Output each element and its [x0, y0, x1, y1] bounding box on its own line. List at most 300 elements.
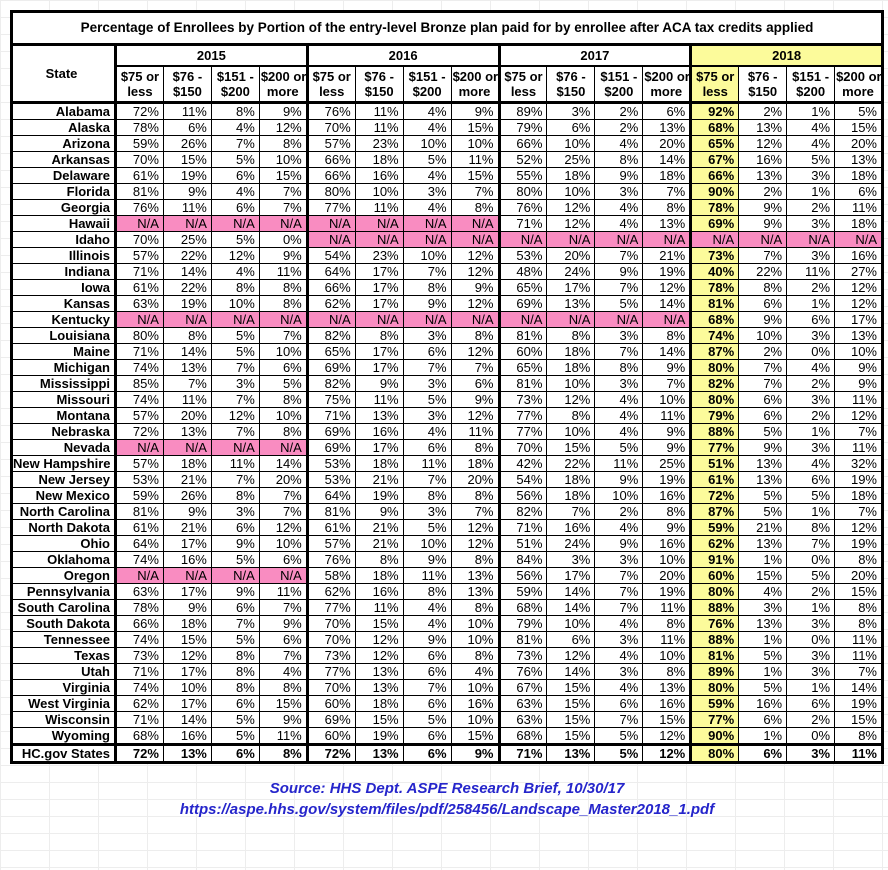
value-cell: 2% — [739, 103, 787, 120]
value-cell: 7% — [835, 424, 883, 440]
value-cell: 13% — [835, 328, 883, 344]
value-cell: 32% — [835, 456, 883, 472]
value-cell: 68% — [499, 728, 547, 745]
value-cell: 15% — [259, 168, 307, 184]
value-cell: 15% — [451, 120, 499, 136]
value-cell: 69% — [307, 360, 355, 376]
value-cell: 10% — [355, 184, 403, 200]
value-cell: 8% — [211, 648, 259, 664]
value-cell: 3% — [595, 632, 643, 648]
value-cell: 8% — [211, 280, 259, 296]
value-cell: 3% — [595, 376, 643, 392]
value-cell: 7% — [787, 536, 835, 552]
table-row — [12, 392, 883, 408]
value-cell: 10% — [547, 616, 595, 632]
value-cell: 69% — [499, 296, 547, 312]
value-cell: 5% — [787, 488, 835, 504]
value-cell: 78% — [691, 280, 739, 296]
value-cell: 25% — [643, 456, 691, 472]
value-cell: 19% — [835, 696, 883, 712]
value-cell: 9% — [643, 360, 691, 376]
value-cell: 6% — [259, 360, 307, 376]
column-header-2017-1: $76 - $150 — [547, 66, 595, 103]
value-cell: N/A — [403, 216, 451, 232]
value-cell: 3% — [787, 440, 835, 456]
value-cell: N/A — [211, 440, 259, 456]
value-cell: 3% — [595, 552, 643, 568]
column-header-2016-1: $76 - $150 — [355, 66, 403, 103]
value-cell: 13% — [163, 424, 211, 440]
value-cell: 7% — [451, 504, 499, 520]
value-cell: 3% — [547, 103, 595, 120]
value-cell: N/A — [116, 568, 164, 584]
value-cell: 9% — [739, 216, 787, 232]
value-cell: 77% — [691, 712, 739, 728]
value-cell: 5% — [739, 424, 787, 440]
value-cell: 4% — [787, 136, 835, 152]
value-cell: 6% — [403, 745, 451, 763]
table-row — [12, 296, 883, 312]
value-cell: N/A — [451, 312, 499, 328]
value-cell: 12% — [451, 344, 499, 360]
table-row — [12, 488, 883, 504]
value-cell: 12% — [643, 280, 691, 296]
value-cell: 14% — [643, 344, 691, 360]
state-label: Montana — [12, 408, 116, 424]
value-cell: 16% — [355, 424, 403, 440]
value-cell: 78% — [116, 120, 164, 136]
value-cell: 11% — [643, 600, 691, 616]
value-cell: 23% — [355, 136, 403, 152]
value-cell: 15% — [547, 712, 595, 728]
value-cell: 22% — [739, 264, 787, 280]
value-cell: 57% — [116, 408, 164, 424]
value-cell: 26% — [163, 136, 211, 152]
value-cell: 2% — [787, 712, 835, 728]
value-cell: 52% — [499, 152, 547, 168]
year-header-row — [12, 45, 883, 67]
year-header-2018: 2018 — [691, 45, 883, 67]
value-cell: 7% — [211, 392, 259, 408]
value-cell: 7% — [259, 184, 307, 200]
value-cell: 20% — [451, 472, 499, 488]
value-cell: N/A — [451, 216, 499, 232]
value-cell: 2% — [787, 280, 835, 296]
value-cell: 6% — [211, 200, 259, 216]
value-cell: 62% — [307, 296, 355, 312]
value-cell: 22% — [163, 248, 211, 264]
value-cell: 12% — [547, 200, 595, 216]
value-cell: 8% — [211, 103, 259, 120]
value-cell: 5% — [403, 520, 451, 536]
value-cell: 6% — [403, 344, 451, 360]
value-cell: 7% — [739, 376, 787, 392]
column-header-2015-2: $151 - $200 — [211, 66, 259, 103]
value-cell: 3% — [787, 664, 835, 680]
source-url[interactable]: https://aspe.hhs.gov/system/files/pdf/258456/Landscape_Master2018_1.pdf — [179, 801, 715, 818]
value-cell: 11% — [451, 152, 499, 168]
value-cell: 8% — [211, 680, 259, 696]
state-label: Delaware — [12, 168, 116, 184]
value-cell: 91% — [691, 552, 739, 568]
value-cell: N/A — [116, 216, 164, 232]
value-cell: 4% — [403, 600, 451, 616]
value-cell: 10% — [547, 184, 595, 200]
table-row — [12, 648, 883, 664]
value-cell: N/A — [499, 232, 547, 248]
value-cell: 17% — [163, 536, 211, 552]
value-cell: 5% — [739, 504, 787, 520]
value-cell: 13% — [355, 408, 403, 424]
value-cell: 6% — [211, 600, 259, 616]
value-cell: 9% — [211, 536, 259, 552]
value-cell: 57% — [116, 248, 164, 264]
value-cell: 74% — [116, 360, 164, 376]
value-cell: 2% — [595, 504, 643, 520]
value-cell: 71% — [499, 745, 547, 763]
value-cell: 4% — [403, 200, 451, 216]
value-cell: 8% — [403, 488, 451, 504]
value-cell: 13% — [163, 360, 211, 376]
value-cell: N/A — [499, 312, 547, 328]
table-row — [12, 664, 883, 680]
value-cell: 12% — [451, 264, 499, 280]
value-cell: 18% — [547, 360, 595, 376]
value-cell: 51% — [691, 456, 739, 472]
value-cell: 70% — [499, 440, 547, 456]
value-cell: 6% — [403, 696, 451, 712]
value-cell: 7% — [259, 328, 307, 344]
value-cell: 64% — [307, 488, 355, 504]
value-cell: 8% — [643, 200, 691, 216]
state-label: Michigan — [12, 360, 116, 376]
state-label: Texas — [12, 648, 116, 664]
value-cell: 9% — [403, 632, 451, 648]
state-label: South Carolina — [12, 600, 116, 616]
value-cell: 63% — [116, 584, 164, 600]
value-cell: 79% — [691, 408, 739, 424]
value-cell: 8% — [451, 200, 499, 216]
value-cell: 18% — [355, 568, 403, 584]
value-cell: 63% — [499, 712, 547, 728]
value-cell: 53% — [307, 472, 355, 488]
value-cell: 14% — [835, 680, 883, 696]
value-cell: 70% — [116, 232, 164, 248]
value-cell: 10% — [451, 136, 499, 152]
value-cell: 71% — [307, 408, 355, 424]
value-cell: 89% — [499, 103, 547, 120]
value-cell: 76% — [116, 200, 164, 216]
value-cell: 10% — [403, 248, 451, 264]
value-cell: 19% — [163, 296, 211, 312]
value-cell: 11% — [355, 392, 403, 408]
value-cell: 12% — [259, 120, 307, 136]
value-cell: 56% — [499, 568, 547, 584]
value-cell: 7% — [835, 504, 883, 520]
value-cell: 7% — [547, 504, 595, 520]
value-cell: 9% — [355, 504, 403, 520]
value-cell: 60% — [691, 568, 739, 584]
value-cell: 10% — [259, 152, 307, 168]
value-cell: 4% — [787, 120, 835, 136]
value-cell: 5% — [739, 680, 787, 696]
state-label: Louisiana — [12, 328, 116, 344]
value-cell: 6% — [787, 312, 835, 328]
value-cell: 8% — [259, 745, 307, 763]
value-cell: 3% — [787, 392, 835, 408]
value-cell: 11% — [163, 392, 211, 408]
value-cell: 15% — [547, 680, 595, 696]
value-cell: 1% — [787, 424, 835, 440]
value-cell: 8% — [451, 600, 499, 616]
value-cell: 5% — [739, 488, 787, 504]
value-cell: 71% — [499, 216, 547, 232]
value-cell: 6% — [739, 712, 787, 728]
value-cell: 73% — [307, 648, 355, 664]
table-row — [12, 360, 883, 376]
value-cell: 4% — [739, 584, 787, 600]
value-cell: 82% — [307, 328, 355, 344]
value-cell: 11% — [835, 632, 883, 648]
value-cell: 9% — [259, 712, 307, 728]
value-cell: 64% — [116, 536, 164, 552]
value-cell: 12% — [451, 248, 499, 264]
state-label: Wyoming — [12, 728, 116, 745]
value-cell: 11% — [355, 200, 403, 216]
value-cell: 13% — [643, 216, 691, 232]
state-label: Alabama — [12, 103, 116, 120]
value-cell: 4% — [595, 408, 643, 424]
value-cell: 11% — [355, 103, 403, 120]
value-cell: 9% — [595, 264, 643, 280]
value-cell: 89% — [691, 664, 739, 680]
value-cell: 13% — [547, 296, 595, 312]
state-label: West Virginia — [12, 696, 116, 712]
value-cell: 7% — [595, 248, 643, 264]
value-cell: 68% — [499, 600, 547, 616]
value-cell: 10% — [451, 680, 499, 696]
value-cell: 12% — [835, 296, 883, 312]
value-cell: 13% — [643, 680, 691, 696]
source-note — [10, 778, 884, 820]
value-cell: 13% — [739, 120, 787, 136]
value-cell: 9% — [163, 184, 211, 200]
value-cell: 2% — [739, 344, 787, 360]
value-cell: 3% — [547, 552, 595, 568]
table-row — [12, 696, 883, 712]
value-cell: 7% — [403, 264, 451, 280]
value-cell: 18% — [355, 152, 403, 168]
value-cell: 19% — [643, 264, 691, 280]
state-label: Missouri — [12, 392, 116, 408]
value-cell: 10% — [403, 136, 451, 152]
value-cell: 7% — [259, 504, 307, 520]
value-cell: 25% — [163, 232, 211, 248]
state-label: Iowa — [12, 280, 116, 296]
value-cell: 88% — [691, 424, 739, 440]
value-cell: 11% — [355, 120, 403, 136]
value-cell: 17% — [163, 696, 211, 712]
value-cell: 14% — [643, 296, 691, 312]
value-cell: N/A — [163, 216, 211, 232]
value-cell: 7% — [211, 424, 259, 440]
column-header-2017-3: $200 or more — [643, 66, 691, 103]
value-cell: 22% — [163, 280, 211, 296]
value-cell: 5% — [211, 712, 259, 728]
value-cell: 53% — [499, 248, 547, 264]
table-row — [12, 120, 883, 136]
value-cell: 17% — [835, 312, 883, 328]
value-cell: 66% — [691, 168, 739, 184]
value-cell: N/A — [211, 312, 259, 328]
value-cell: 10% — [595, 488, 643, 504]
value-cell: 55% — [499, 168, 547, 184]
value-cell: 18% — [835, 168, 883, 184]
value-cell: 76% — [691, 616, 739, 632]
value-cell: 11% — [163, 103, 211, 120]
value-cell: 78% — [691, 200, 739, 216]
table-row — [12, 328, 883, 344]
value-cell: 10% — [451, 712, 499, 728]
value-cell: 13% — [355, 680, 403, 696]
value-cell: 70% — [307, 680, 355, 696]
value-cell: 60% — [307, 696, 355, 712]
value-cell: 0% — [787, 728, 835, 745]
value-cell: 9% — [739, 312, 787, 328]
value-cell: 9% — [835, 360, 883, 376]
value-cell: N/A — [259, 216, 307, 232]
value-cell: 5% — [211, 552, 259, 568]
value-cell: 21% — [163, 520, 211, 536]
value-cell: 4% — [403, 616, 451, 632]
value-cell: 87% — [691, 504, 739, 520]
value-cell: N/A — [355, 216, 403, 232]
value-cell: 10% — [259, 408, 307, 424]
value-cell: 15% — [451, 728, 499, 745]
value-cell: N/A — [451, 232, 499, 248]
value-cell: 69% — [307, 424, 355, 440]
table-row — [12, 184, 883, 200]
value-cell: 6% — [211, 520, 259, 536]
value-cell: 76% — [499, 664, 547, 680]
value-cell: 11% — [403, 568, 451, 584]
value-cell: 18% — [547, 168, 595, 184]
value-cell: 11% — [835, 200, 883, 216]
value-cell: 12% — [835, 408, 883, 424]
value-cell: 10% — [259, 344, 307, 360]
value-cell: 10% — [259, 536, 307, 552]
value-cell: 65% — [499, 360, 547, 376]
value-cell: 6% — [739, 392, 787, 408]
value-cell: 74% — [691, 328, 739, 344]
table-row — [12, 152, 883, 168]
value-cell: 26% — [163, 488, 211, 504]
column-header-2018-2: $151 - $200 — [787, 66, 835, 103]
value-cell: 8% — [403, 584, 451, 600]
value-cell: 3% — [787, 168, 835, 184]
value-cell: 19% — [163, 168, 211, 184]
column-header-2018-1: $76 - $150 — [739, 66, 787, 103]
value-cell: 6% — [451, 376, 499, 392]
value-cell: 75% — [307, 392, 355, 408]
value-cell: 12% — [355, 648, 403, 664]
value-cell: 62% — [307, 584, 355, 600]
value-cell: 3% — [787, 216, 835, 232]
value-cell: 66% — [307, 152, 355, 168]
value-cell: N/A — [547, 312, 595, 328]
value-cell: 11% — [595, 456, 643, 472]
state-label: Hawaii — [12, 216, 116, 232]
value-cell: 8% — [259, 136, 307, 152]
value-cell: 11% — [787, 264, 835, 280]
value-cell: 3% — [787, 248, 835, 264]
value-cell: 3% — [403, 376, 451, 392]
value-cell: 9% — [403, 296, 451, 312]
value-cell: 2% — [787, 408, 835, 424]
value-cell: 73% — [116, 648, 164, 664]
table-row — [12, 712, 883, 728]
value-cell: 71% — [116, 712, 164, 728]
value-cell: 8% — [595, 360, 643, 376]
value-cell: N/A — [643, 312, 691, 328]
value-cell: 77% — [691, 440, 739, 456]
value-cell: 18% — [643, 168, 691, 184]
value-cell: 15% — [259, 696, 307, 712]
value-cell: 12% — [211, 248, 259, 264]
table-row — [12, 568, 883, 584]
value-cell: N/A — [691, 232, 739, 248]
value-cell: 12% — [547, 216, 595, 232]
value-cell: 68% — [691, 120, 739, 136]
value-cell: 16% — [739, 696, 787, 712]
value-cell: 12% — [643, 728, 691, 745]
value-cell: 3% — [211, 376, 259, 392]
value-cell: 4% — [595, 200, 643, 216]
table-row — [12, 472, 883, 488]
value-cell: 88% — [691, 632, 739, 648]
value-cell: 5% — [211, 328, 259, 344]
state-label: Idaho — [12, 232, 116, 248]
value-cell: 0% — [787, 632, 835, 648]
value-cell: 4% — [595, 680, 643, 696]
value-cell: 8% — [451, 552, 499, 568]
state-label: Utah — [12, 664, 116, 680]
value-cell: 16% — [643, 536, 691, 552]
state-label: Nevada — [12, 440, 116, 456]
value-cell: 1% — [739, 632, 787, 648]
value-cell: 6% — [163, 120, 211, 136]
value-cell: 7% — [211, 136, 259, 152]
value-cell: 18% — [355, 456, 403, 472]
value-cell: 9% — [451, 103, 499, 120]
value-cell: 6% — [787, 696, 835, 712]
value-cell: 11% — [451, 424, 499, 440]
column-header-2017-2: $151 - $200 — [595, 66, 643, 103]
value-cell: 59% — [116, 136, 164, 152]
value-cell: 18% — [451, 456, 499, 472]
value-cell: 77% — [307, 664, 355, 680]
value-cell: 11% — [643, 632, 691, 648]
value-cell: 3% — [787, 648, 835, 664]
value-cell: 20% — [259, 472, 307, 488]
value-cell: 8% — [595, 152, 643, 168]
value-cell: 8% — [547, 408, 595, 424]
source-text: Source: HHS Dept. ASPE Research Brief, 10/30/17 — [269, 780, 625, 797]
table-row — [12, 424, 883, 440]
value-cell: 73% — [499, 392, 547, 408]
value-cell: 76% — [307, 103, 355, 120]
table-row — [12, 103, 883, 120]
